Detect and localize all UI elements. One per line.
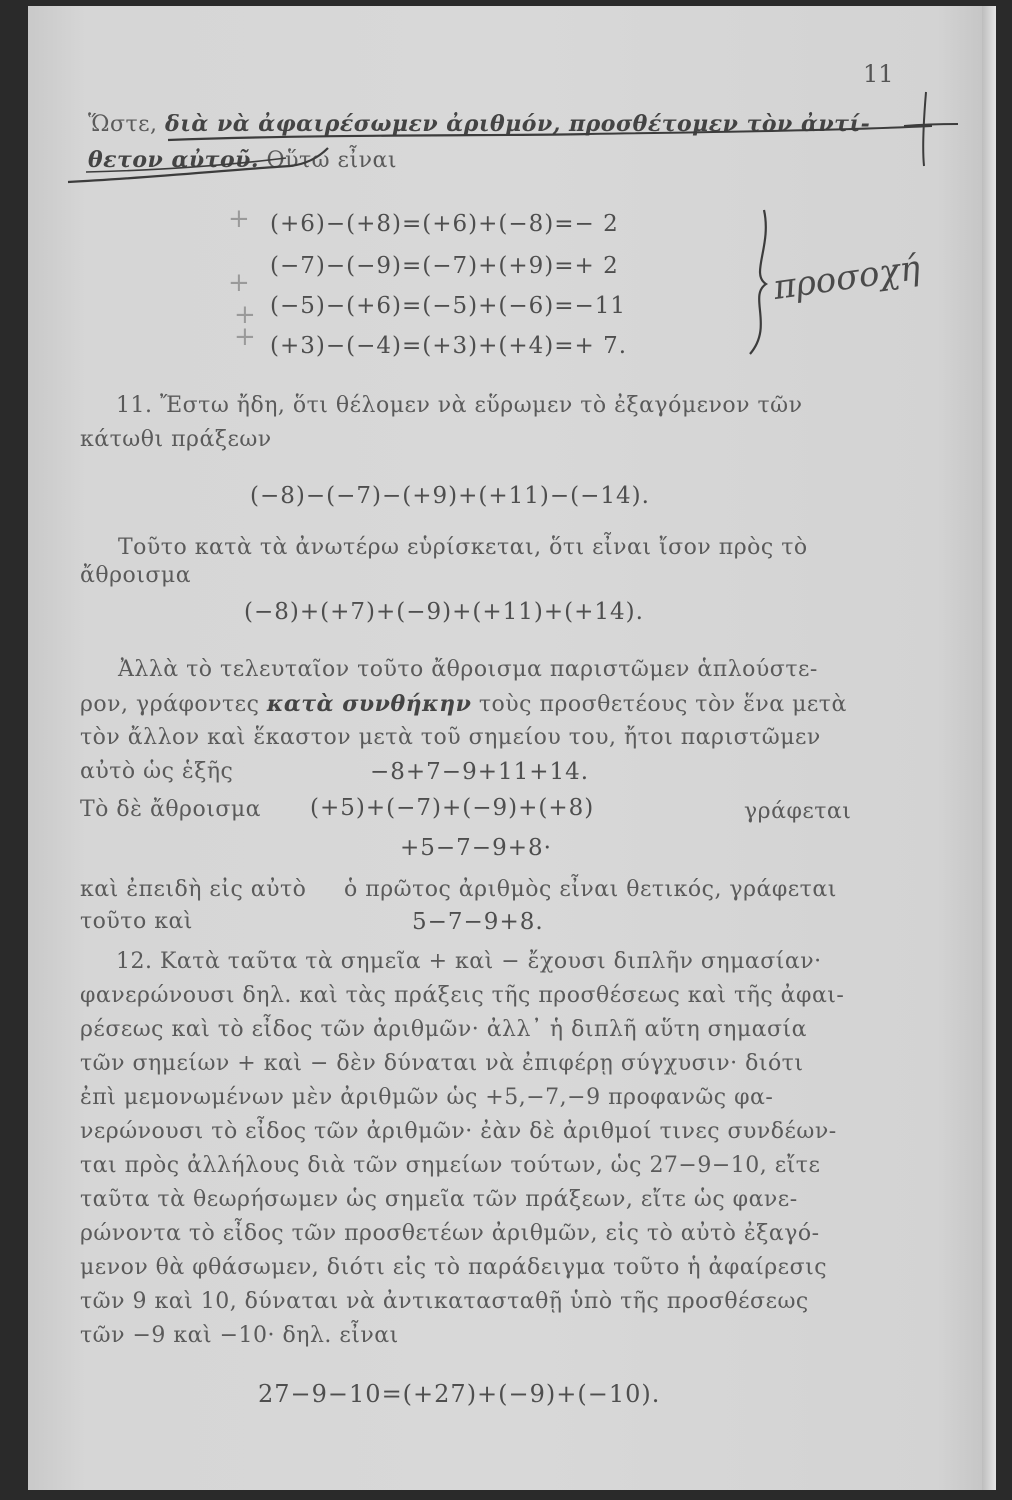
margin-mark-1: + <box>228 204 250 234</box>
sec11-p3-line-1a: Τὸ δὲ ἄθροισμα <box>80 797 262 822</box>
sec11-p3-line-1c: γράφεται <box>744 799 852 824</box>
sec11-p2-line-3: τὸν ἄλλον καὶ ἕκαστον μετὰ τοῦ σημείου του, ἤτοι παριστῶμεν <box>80 725 821 750</box>
sec12-line-5: ἐπὶ μεμονωμένων μὲν ἀριθμῶν ὡς +5,−7,−9 προφανῶς φα- <box>80 1085 774 1110</box>
margin-mark-3: + <box>234 300 256 330</box>
page-number: 11 <box>863 60 894 88</box>
sec11-p2-line-1: Ἀλλὰ τὸ τελευταῖον τοῦτο ἄθροισμα παριστῶμεν ἁπλούστε- <box>118 657 818 682</box>
intro-tail: Οὕτω εἶναι <box>266 148 397 173</box>
sec12-line-10: μενον θὰ φθάσωμεν, διότι εἰς τὸ παράδειγμα τοῦτο ἡ ἀφαίρεσις <box>80 1255 828 1280</box>
sec12-line-9: ρώνοντα τὸ εἶδος τῶν προσθετέων ἀριθμῶν, εἰς τὸ αὐτὸ ἐξαγό- <box>80 1221 820 1246</box>
pen-annotations <box>28 6 996 1490</box>
sec12-line-8: ταῦτα τὰ θεωρήσωμεν ὡς σημεῖα τῶν πράξεων, εἴτε ὡς φανε- <box>80 1187 798 1212</box>
sec11-p3-expr-3: 5−7−9+8. <box>412 909 544 935</box>
sec11-line-3: Τοῦτο κατὰ τὰ ἀνωτέρω εὑρίσκεται, ὅτι εἶναι ἴσον πρὸς τὸ <box>118 535 808 560</box>
sec11-expr-1: (−8)−(−7)−(+9)+(+11)−(−14). <box>250 483 650 509</box>
sec11-expr-2: (−8)+(+7)+(−9)+(+11)+(+14). <box>244 599 644 625</box>
sec11-p3-expr-1: (+5)+(−7)+(−9)+(+8) <box>310 795 595 821</box>
equation-3: (−5)−(+6)=(−5)+(−6)=−11 <box>270 293 627 319</box>
sec11-p2-line-4a: αὐτὸ ὡς ἑξῆς <box>80 759 234 784</box>
sec11-p2-expr: −8+7−9+11+14. <box>370 759 590 785</box>
p2-emphasis: κατὰ συνθήκην <box>266 691 472 717</box>
sec11-line-2: κάτωθι πράξεων <box>80 427 272 452</box>
equation-2: (−7)−(−9)=(−7)+(+9)=+ 2 <box>270 253 619 279</box>
handwritten-note: προσοχή <box>770 247 923 309</box>
rule-text-2: θετον αὐτοῦ. <box>88 147 260 173</box>
margin-mark-4: + <box>234 322 256 352</box>
sec12-line-1: 12. Κατὰ ταῦτα τὰ σημεῖα + καὶ − ἔχουσι διπλῆν σημασίαν· <box>116 949 822 974</box>
p2-text-a: ρον, γράφοντες <box>80 692 260 717</box>
sec11-line-4: ἄθροισμα <box>80 563 192 588</box>
sec12-line-12: τῶν −9 καὶ −10· δηλ. εἶναι <box>80 1323 399 1348</box>
sec11-p3-line-3a: καὶ ἐπειδὴ εἰς αὐτὸ <box>80 877 307 902</box>
sec11-line-1: 11. Ἔστω ἤδη, ὅτι θέλομεν νὰ εὕρωμεν τὸ ἐξαγόμενον τῶν <box>116 393 803 418</box>
rule-text-1: διὰ νὰ ἀφαιρέσωμεν ἀριθμόν, προσθέτομεν τὸν ἀντί- <box>165 111 871 137</box>
book-page <box>28 6 996 1490</box>
sec12-line-3: ρέσεως καὶ τὸ εἶδος τῶν ἀριθμῶν· ἀλλ᾽ ἡ διπλῆ αὕτη σημασία <box>80 1017 807 1042</box>
sec11-p3-line-4a: τοῦτο καὶ <box>80 909 193 934</box>
sec11-p3-expr-2: +5−7−9+8· <box>400 835 552 861</box>
p2-text-c: τοὺς προσθετέους τὸν ἕνα μετὰ <box>478 692 847 717</box>
sec12-line-2: φανερώνουσι δηλ. καὶ τὰς πράξεις τῆς προσθέσεως καὶ τῆς ἀφαι- <box>80 983 845 1008</box>
equation-1: (+6)−(+8)=(+6)+(−8)=− 2 <box>270 211 619 237</box>
sec12-line-11: τῶν 9 καὶ 10, δύναται νὰ ἀντικατασταθῇ ὑπὸ τῆς προσθέσεως <box>80 1289 809 1314</box>
sec12-final-expr: 27−9−10=(+27)+(−9)+(−10). <box>258 1380 661 1408</box>
sec12-line-4: τῶν σημείων + καὶ − δὲν δύναται νὰ ἐπιφέρῃ σύγχυσιν· διότι <box>80 1051 804 1076</box>
sec12-line-6: νερώνουσι τὸ εἶδος τῶν ἀριθμῶν· ἐὰν δὲ ἀριθμοί τινες συνδέων- <box>80 1119 837 1144</box>
sec12-line-7: ται πρὸς ἀλλήλους διὰ τῶν σημείων τούτων, ὡς 27−9−10, εἴτε <box>80 1153 821 1178</box>
margin-mark-2: + <box>228 268 250 298</box>
equation-4: (+3)−(−4)=(+3)+(+4)=+ 7. <box>270 333 628 359</box>
sec11-p3-line-3b: ὁ πρῶτος ἀριθμὸς εἶναι θετικός, γράφεται <box>344 877 837 902</box>
intro-lead: Ὥστε, <box>88 112 158 137</box>
